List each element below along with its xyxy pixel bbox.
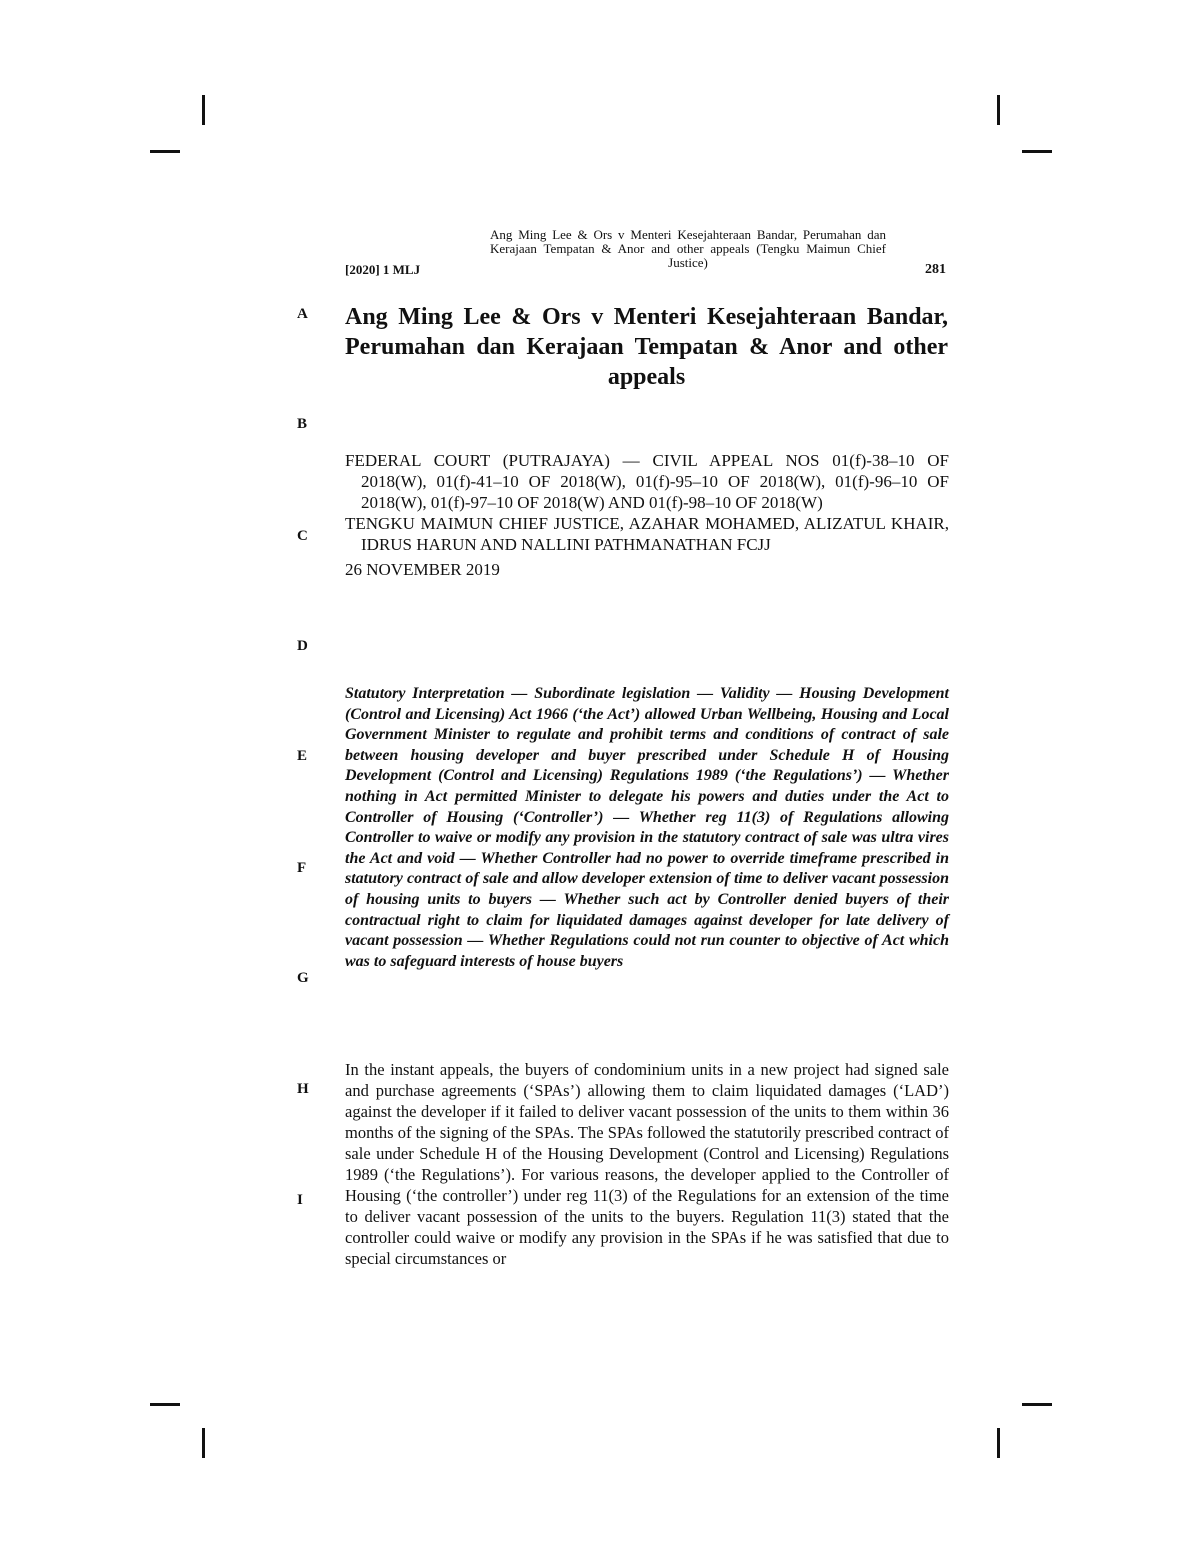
headnote-paragraph: In the instant appeals, the buyers of condominium units in a new project had signed sale and purchase agreements (‘SPAs’) allowing them to claim liquidated damages (‘LAD’) against the developer if it failed to deliver vacant possession of the units to them within 36 months of the signing of the SPAs. The SPAs followed the statutorily prescribed contract of sale under Schedule H of the Housing Development (Control and Licensing) Regulations 1989 (‘the Regulations’). For various reasons, the developer applied to the Controller of Housing (‘the controller’) under reg 11(3) of the Regulations for an extension of the time to deliver vacant possession of the units to the buyers. Regulation 11(3) stated that the controller could waive or modify any provision in the SPAs if he was satisfied that due to special circumstances or <box>345 1060 949 1268</box>
header-case-title: Ang Ming Lee & Ors v Menteri Kesejahteraan Bandar, Perumahan dan Kerajaan Tempatan & Anor and other appeals (Tengku Maimun Chief Justice) <box>490 227 886 270</box>
court-and-appeal-numbers: FEDERAL COURT (PUTRAJAYA) — CIVIL APPEAL NOS 01(f)-38–10 OF 2018(W), 01(f)-41–10 OF 2018(W), 01(f)-95–10 OF 2018(W), 01(f)-96–10 OF 2018(W), 01(f)-97–10 OF 2018(W) AND 01(f)-98–10 OF 2018(W) <box>345 451 949 512</box>
judges: TENGKU MAIMUN CHIEF JUSTICE, AZAHAR MOHAMED, ALIZATUL KHAIR, IDRUS HARUN AND NALLINI PATHMANATHAN FCJJ <box>345 514 949 554</box>
margin-letter-i: I <box>297 1192 303 1208</box>
crop-mark-top-left-horizontal <box>150 150 180 153</box>
crop-mark-bottom-right-vertical <box>997 1428 1000 1458</box>
crop-mark-bottom-left-vertical <box>202 1428 205 1458</box>
margin-letter-f: F <box>297 860 307 876</box>
crop-mark-bottom-left-horizontal <box>150 1403 180 1406</box>
margin-letter-b: B <box>297 416 308 432</box>
margin-letter-d: D <box>297 638 308 654</box>
margin-letter-c: C <box>297 528 308 544</box>
crop-mark-top-right-horizontal <box>1022 150 1052 153</box>
margin-letter-g: G <box>297 970 309 986</box>
header-citation: [2020] 1 MLJ <box>345 262 421 277</box>
crop-mark-bottom-right-horizontal <box>1022 1403 1052 1406</box>
header-page-number: 281 <box>925 262 946 277</box>
case-info <box>345 450 949 580</box>
decision-date: 26 NOVEMBER 2019 <box>345 560 500 579</box>
crop-mark-top-right-vertical <box>997 95 1000 125</box>
crop-mark-top-left-vertical <box>202 95 205 125</box>
margin-letter-e: E <box>297 748 308 764</box>
catchwords: Statutory Interpretation — Subordinate legislation — Validity — Housing Development (Control and Licensing) Act 1966 (‘the Act’) allowed Urban Wellbeing, Housing and Local Government Minister to regulate and prohibit terms and conditions of contract of sale between housing developer and buyer prescribed under Schedule H of Housing Development (Control and Licensing) Regulations 1989 (‘the Regulations’) — Whether nothing in Act permitted Minister to delegate his powers and duties under the Act to Controller of Housing (‘Controller’) — Whether reg 11(3) of Regulations allowing Controller to waive or modify any provision in the statutory contract of sale was ultra vires the Act and void — Whether Controller had no power to override timeframe prescribed in statutory contract of sale and allow developer extension of time to deliver vacant possession of housing units to buyers — Whether such act by Controller denied buyers of their contractual right to claim for liquidated damages against developer for late delivery of vacant possession — Whether Regulations could not run counter to objective of Act which was to safeguard interests of house buyers <box>345 685 949 970</box>
case-title: Ang Ming Lee & Ors v Menteri Kesejahteraan Bandar, Perumahan dan Kerajaan Tempatan & Anor and other appeals <box>345 304 948 390</box>
margin-letter-h: H <box>297 1081 309 1097</box>
margin-letter-a: A <box>297 306 308 322</box>
